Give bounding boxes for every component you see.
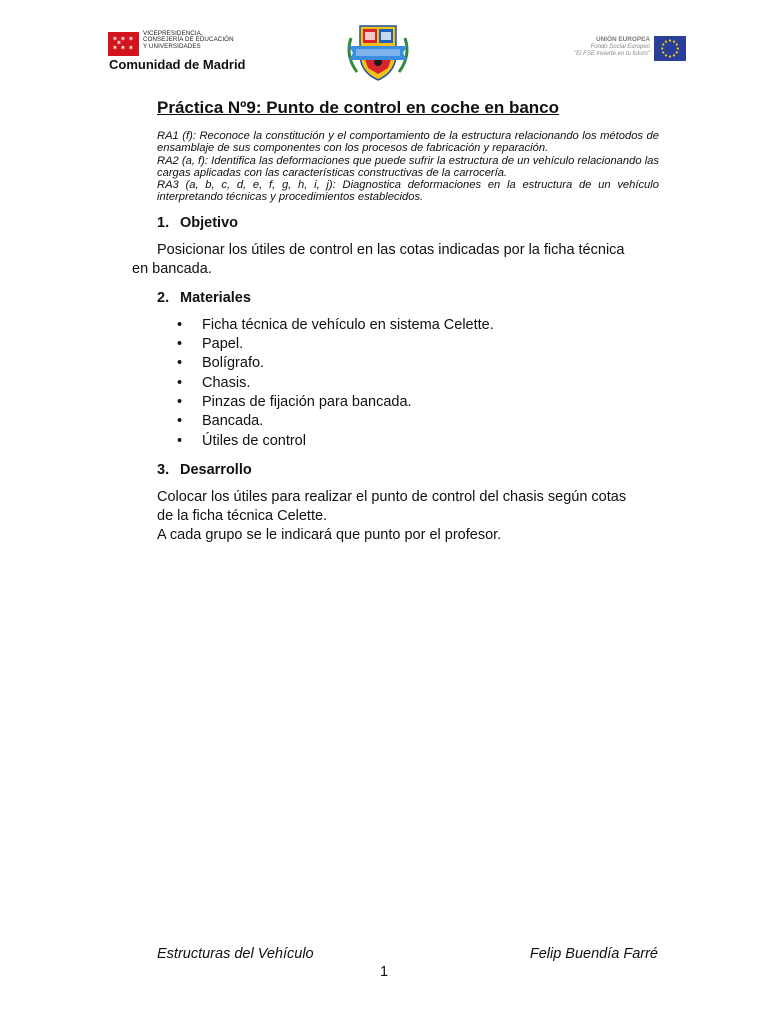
ra1-text: RA1 (f): Reconoce la constitución y el comportamiento de la estructura relacionando los métodos de ensamblaje de sus componentes con los procesos de fabricación y reparación. [157, 130, 659, 155]
section-materiales-heading: 2. Materiales [157, 289, 251, 306]
union-europea-block [560, 36, 688, 66]
comunidad-name: Comunidad de Madrid [109, 57, 246, 72]
list-item: • Pinzas de fijación para bancada. [177, 393, 659, 412]
eu-flag-icon [654, 36, 686, 61]
objetivo-text: Posicionar los útiles de control en las cotas indicadas por la ficha técnica en bancada. [132, 241, 625, 277]
footer-subject: Estructuras del Vehículo [157, 946, 314, 962]
ra2-text: RA2 (a, f): Identifica las deformaciones que puede sufrir la estructura de un vehículo relacionando las cargas aplicadas con las características constructivas de la carrocería. [157, 154, 659, 179]
document-body [132, 98, 659, 545]
list-item: • Chasis. [177, 374, 659, 393]
list-item: • Ficha técnica de vehículo en sistema Celette. [177, 316, 659, 335]
desarrollo-text: Colocar los útiles para realizar el punto de control del chasis según cotas de la ficha técnica Celette. A cada grupo se le indicará que punto por el profesor. [157, 488, 627, 543]
list-item: • Papel. [177, 335, 659, 354]
school-crest-logo [343, 20, 413, 84]
materials-list [157, 316, 659, 451]
bullet-icon: • [177, 432, 183, 449]
madrid-flag-icon: ✶ ✶ ✶ ✶ ✶ ✶ ✶ [108, 32, 139, 56]
page-number: 1 [379, 964, 389, 980]
bullet-icon: • [177, 393, 183, 410]
consejeria-text: VICEPRESIDENCIA, CONSEJERÍA DE EDUCACIÓN Y UNIVERSIDADES [143, 30, 234, 50]
page-title: Práctica Nº9: Punto de control en coche en banco [157, 98, 560, 117]
eu-motto: "El FSE invierte en tu futuro" [574, 51, 650, 57]
section-desarrollo-heading: 3. Desarrollo [157, 461, 252, 478]
bullet-icon: • [177, 316, 183, 333]
bullet-icon: • [177, 355, 183, 372]
ra3-text: RA3 (a, b, c, d, e, f, g, h, i, j): Diagnostica deformaciones en la estructura de un vehículo interpretando técnicas y procedimientos establecidos. [157, 179, 659, 204]
eu-fund: Fondo Social Europeo [590, 43, 650, 50]
bullet-icon: • [177, 374, 183, 391]
list-item: • Bancada. [177, 412, 659, 431]
comunidad-de-madrid-logo [108, 30, 278, 76]
section-objetivo-heading: 1. Objetivo [157, 214, 239, 231]
bullet-icon: • [177, 413, 183, 430]
list-item: • Bolígrafo. [177, 354, 659, 373]
eu-title: UNIÓN EUROPEA [596, 36, 650, 43]
list-item: • Útiles de control [177, 432, 659, 451]
footer-author: Felip Buendía Farré [529, 946, 658, 962]
bullet-icon: • [177, 336, 183, 353]
